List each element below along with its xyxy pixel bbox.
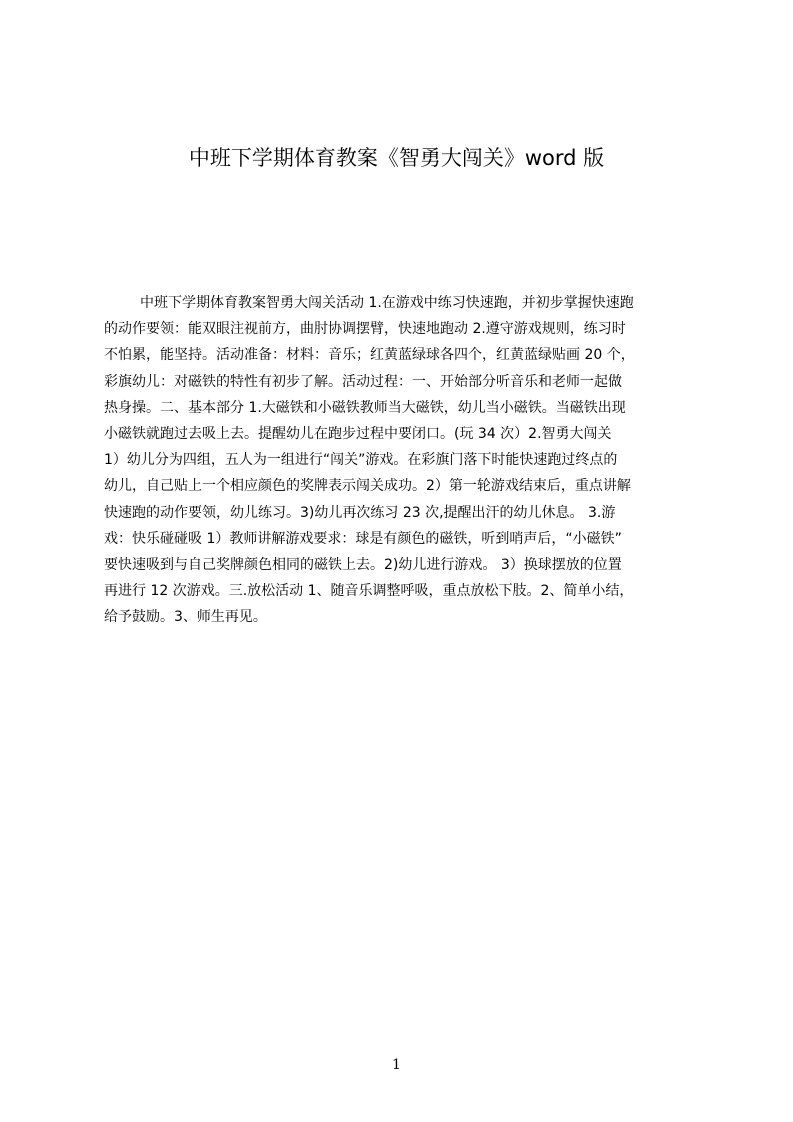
paragraph-line: 的动作要领：能双眼注视前方，曲肘协调摆臂，快速地跑动 2.遵守游戏规则，练习时 xyxy=(104,321,626,338)
paragraph-line: 快速跑的动作要领，幼儿练习。3)幼儿再次练习 23 次,提醒出汗的幼儿休息。 3.游 xyxy=(104,504,616,521)
paragraph-line: 不怕累，能坚持。活动准备：材料：音乐；红黄蓝绿球各四个，红黄蓝绿贴画 20 个， xyxy=(104,347,635,364)
paragraph-line: 中班下学期体育教案智勇大闯关活动 1.在游戏中练习快速跑，并初步掌握快速跑 xyxy=(140,295,634,311)
paragraph-line: 热身操。二、基本部分 1.大磁铁和小磁铁教师当大磁铁，幼儿当小磁铁。当磁铁出现 xyxy=(104,399,626,416)
paragraph-line: 1）幼儿分为四组，五人为一组进行“闯关”游戏。在彩旗门落下时能快速跑过终点的 xyxy=(104,452,618,469)
paragraph-line: 幼儿，自己贴上一个相应颜色的奖牌表示闯关成功。2）第一轮游戏结束后，重点讲解 xyxy=(104,478,631,495)
body-paragraph xyxy=(104,290,698,630)
paragraph-line: 要快速吸到与自己奖牌颜色相同的磁铁上去。2)幼儿进行游戏。 3）换球摆放的位置 xyxy=(104,556,622,573)
paragraph-line: 小磁铁就跑过去吸上去。提醒幼儿在跑步过程中要闭口。(玩 34 次）2.智勇大闯关 xyxy=(104,425,612,442)
paragraph-line: 彩旗幼儿：对磁铁的特性有初步了解。活动过程：一、开始部分听音乐和老师一起做 xyxy=(104,373,622,390)
page-number: 1 xyxy=(392,1057,401,1073)
paragraph-line: 戏：快乐碰碰吸 1）教师讲解游戏要求：球是有颜色的磁铁，听到哨声后，“小磁铁” xyxy=(104,530,622,547)
paragraph-line: 再进行 12 次游戏。三.放松活动 1、随音乐调整呼吸，重点放松下肢。2、简单小结， xyxy=(104,583,634,600)
paragraph-line: 给予鼓励。3、师生再见。 xyxy=(104,609,267,626)
page-title: 中班下学期体育教案《智勇大闯关》word 版 xyxy=(188,146,605,170)
